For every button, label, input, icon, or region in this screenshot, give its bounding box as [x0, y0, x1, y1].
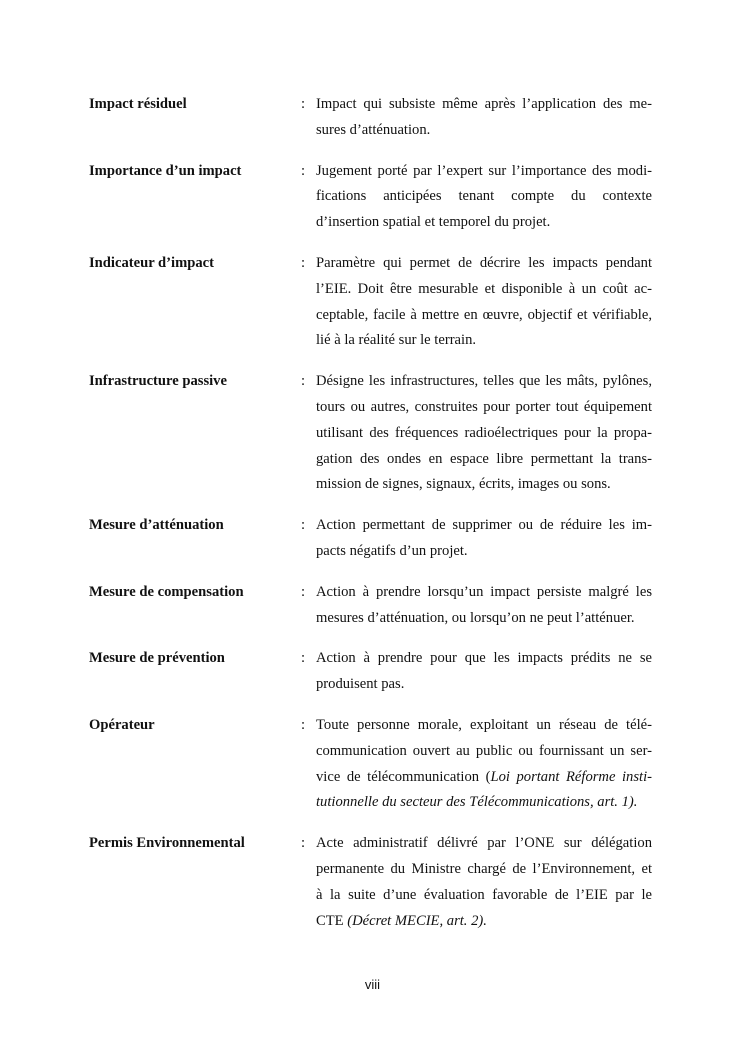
- definition-line: pacts négatifs d’un projet.: [316, 542, 468, 559]
- glossary-list: [89, 92, 652, 949]
- term-separator: :: [301, 835, 306, 852]
- law-citation: Loi portant Réforme insti-: [490, 768, 652, 785]
- glossary-term: Mesure d’atténuation: [89, 517, 224, 534]
- definition-line: utilisant des fréquences radioélectriques pour la propa-: [316, 424, 652, 441]
- glossary-entry-impact-residuel: [89, 92, 652, 144]
- definition-line: lié à la réalité sur le terrain.: [316, 332, 477, 349]
- glossary-term: Mesure de prévention: [89, 650, 225, 667]
- glossary-definition: [316, 92, 652, 144]
- glossary-term: Impact résiduel: [89, 96, 187, 112]
- definition-line: Impact qui subsiste même après l’application des me-: [316, 96, 652, 112]
- glossary-entry-importance-impact: [89, 159, 652, 236]
- definition-line: mission de signes, signaux, écrits, images ou sons.: [316, 476, 611, 493]
- definition-line: fications anticipées tenant compte du contexte: [316, 188, 652, 205]
- definition-line: Toute personne morale, exploitant un réseau de télé-: [316, 716, 652, 733]
- decree-citation: (Décret MECIE, art. 2).: [347, 912, 487, 929]
- definition-line: permanente du Ministre chargé de l’Environnement, et: [316, 860, 652, 877]
- definition-line: d’insertion spatial et temporel du projet.: [316, 214, 551, 231]
- definition-line: Acte administratif délivré par l’ONE sur délégation: [316, 835, 652, 852]
- definition-line: l’EIE. Doit être mesurable et disponible à un coût ac-: [316, 280, 652, 297]
- definition-text: vice de télécommunication (: [316, 768, 491, 785]
- glossary-term: Indicateur d’impact: [89, 254, 214, 271]
- glossary-term: Infrastructure passive: [89, 373, 227, 390]
- term-separator: :: [301, 517, 306, 534]
- glossary-definition: [316, 369, 652, 498]
- glossary-entry-mesure-prevention: [89, 646, 652, 698]
- glossary-definition: [316, 831, 652, 934]
- definition-line: [316, 790, 652, 816]
- glossary-definition: [316, 513, 652, 565]
- glossary-entry-indicateur-impact: [89, 251, 652, 354]
- definition-line: sures d’atténuation.: [316, 121, 431, 138]
- definition-line: [316, 909, 652, 935]
- definition-text: CTE: [316, 912, 348, 929]
- definition-line: Paramètre qui permet de décrire les impacts pendant: [316, 254, 652, 271]
- term-separator: :: [301, 162, 306, 179]
- term-separator: :: [301, 373, 306, 390]
- definition-line: gation des ondes en espace libre permettant la trans-: [316, 450, 652, 467]
- term-separator: :: [301, 96, 306, 112]
- glossary-entry-mesure-compensation: [89, 580, 652, 632]
- term-separator: :: [301, 254, 306, 271]
- definition-line: ceptable, facile à mettre en œuvre, objectif et vérifiable,: [316, 306, 652, 323]
- definition-line: Jugement porté par l’expert sur l’importance des modi-: [316, 162, 652, 179]
- glossary-entry-permis-environnemental: [89, 831, 652, 934]
- definition-line: produisent pas.: [316, 676, 405, 693]
- glossary-term: Importance d’un impact: [89, 162, 242, 179]
- definition-line: [316, 765, 652, 791]
- glossary-definition: [316, 646, 652, 698]
- glossary-definition: [316, 713, 652, 816]
- glossary-definition: [316, 251, 652, 354]
- definition-line: Désigne les infrastructures, telles que les mâts, pylônes,: [316, 373, 652, 390]
- definition-line: Action à prendre pour que les impacts prédits ne se: [316, 650, 652, 667]
- definition-line: à la suite d’une évaluation favorable de l’EIE par le: [316, 886, 652, 903]
- definition-line: communication ouvert au public ou fournissant un ser-: [316, 742, 652, 759]
- law-citation: tutionnelle du secteur des Télécommunications, art. 1).: [316, 794, 638, 811]
- term-separator: :: [301, 650, 306, 667]
- definition-line: Action à prendre lorsqu’un impact persiste malgré les: [316, 583, 652, 600]
- glossary-term: Mesure de compensation: [89, 583, 244, 600]
- glossary-entry-mesure-attenuation: [89, 513, 652, 565]
- glossary-entry-infrastructure-passive: [89, 369, 652, 498]
- glossary-entry-operateur: [89, 713, 652, 816]
- definition-line: Action permettant de supprimer ou de réduire les im-: [316, 517, 652, 534]
- term-separator: :: [301, 583, 306, 600]
- page-number: viii: [364, 977, 381, 992]
- term-separator: :: [301, 716, 306, 733]
- glossary-term: Permis Environnemental: [89, 835, 245, 852]
- definition-line: mesures d’atténuation, ou lorsqu’on ne peut l’atténuer.: [316, 609, 635, 626]
- glossary-definition: [316, 159, 652, 236]
- glossary-term: Opérateur: [89, 716, 155, 733]
- definition-line: tours ou autres, construites pour porter tout équipement: [316, 398, 652, 415]
- glossary-definition: [316, 580, 652, 632]
